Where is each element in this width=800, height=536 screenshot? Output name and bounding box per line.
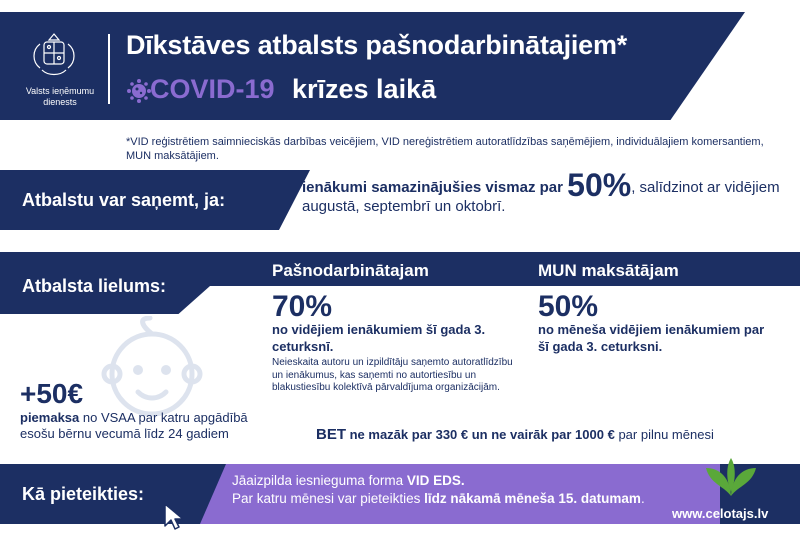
cursor-icon: [162, 502, 188, 532]
bet-limits-bold: ne mazāk par 330 € un ne vairāk par 1000 €: [346, 427, 615, 442]
website-link[interactable]: www.celotajs.lv: [672, 506, 769, 521]
coat-of-arms-icon: [26, 28, 82, 84]
bonus-text-rest: no VSAA par katru apgādībā esošu bērnu vecumā līdz 24 gadiem: [20, 410, 248, 441]
condition-text-rest: , salīdzinot ar vidējiem augustā, septembrī un oktobrī.: [302, 179, 780, 215]
bonus-text: [20, 410, 280, 442]
virus-icon: [126, 78, 152, 104]
self-employed-heading: Pašnodarbinātajam: [272, 261, 429, 280]
mun-payer-heading: MUN maksātājam: [538, 261, 679, 280]
self-employed-note: Neieskaita autoru un izpildītāju saņemto autoratlīdzību un ienākumus, kas saņemti no autortiesību un blakustiesību kolektīvā pārvaldījuma organizācijām.: [272, 357, 513, 393]
leaf-logo-icon: [704, 456, 758, 500]
condition-text: [302, 167, 782, 216]
apply-line-1-text: Jāaizpilda iesnieguma forma: [232, 473, 407, 488]
self-employed-percent: 70%: [272, 290, 333, 323]
condition-label: Atbalstu var saņemt, ja:: [22, 190, 226, 210]
covid-label: COVID-19: [150, 74, 275, 104]
mun-payer-desc: no mēneša vidējiem ienākumiem par šī gada 3. ceturksni.: [538, 322, 765, 354]
apply-label: Kā pieteikties:: [22, 484, 145, 504]
amount-label: Atbalsta lielums:: [22, 276, 167, 296]
apply-line-2: [232, 490, 712, 508]
baby-face-icon: [98, 316, 206, 424]
condition-percent: 50%: [567, 167, 632, 203]
condition-text-bold: ienākumi samazinājušies vismaz par: [302, 179, 568, 196]
bonus-text-bold: piemaksa: [20, 410, 80, 425]
bet-limits-rest: par pilnu mēnesi: [614, 427, 714, 442]
bet-word: BET: [316, 426, 346, 443]
org-name: Valsts ieņēmumu dienests: [25, 86, 95, 107]
mun-payer-percent: 50%: [538, 290, 599, 323]
apply-form-name: VID EDS.: [406, 473, 465, 488]
footnote: *VID reģistrētiem saimnieciskās darbības veicējiem, VID nereģistrētiem autoratlīdzības saņēmējiem, individuālajiem komersantiem, MUN maksātājiem.: [126, 136, 764, 162]
self-employed-desc: no vidējiem ienākumiem šī gada 3. ceturksnī.: [272, 322, 486, 354]
page-title: Dīkstāves atbalsts pašnodarbinātajiem*: [126, 30, 628, 60]
bonus-amount: +50€: [20, 378, 84, 409]
amount-limits: [316, 426, 714, 443]
page-subtitle: krīzes laikā: [292, 74, 437, 104]
header-divider: [108, 34, 110, 104]
apply-text: [232, 472, 712, 508]
apply-line-1: [232, 472, 712, 490]
apply-line-2-end: .: [640, 491, 645, 506]
apply-deadline: līdz nākamā mēneša 15. datumam: [424, 491, 641, 506]
apply-line-2-text: Par katru mēnesi var pieteikties: [232, 491, 425, 506]
